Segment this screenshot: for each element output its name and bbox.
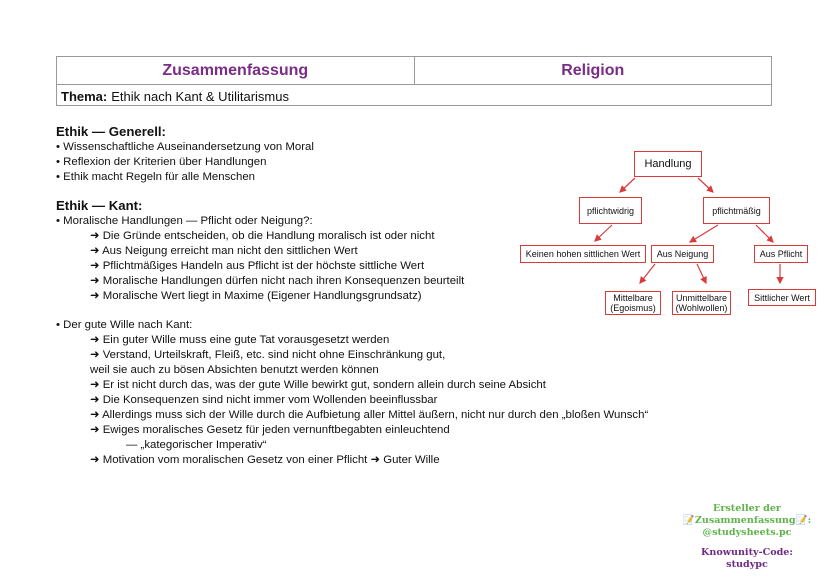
- topic-label: Thema:: [61, 88, 108, 104]
- list-item: — „kategorischer Imperativ“: [126, 439, 267, 451]
- arrow-handlung-pflichtwidrig: [620, 178, 635, 192]
- node-handlung: Handlung: [634, 151, 702, 177]
- node-mittelbare-label: Mittelbare: [613, 293, 653, 303]
- credit-line: Knowunity-Code:: [701, 547, 793, 558]
- list-item: ➜ Ein guter Wille muss eine gute Tat vorausgesetzt werden: [90, 334, 390, 346]
- node-unmittelbare-label: Unmittelbare: [675, 293, 728, 303]
- list-item: • Der gute Wille nach Kant:: [56, 319, 193, 331]
- subject-cell: Religion: [561, 61, 625, 79]
- list-item: weil sie auch zu bösen Absichten benutzt werden können: [90, 364, 379, 376]
- list-item: ➜ Moralische Handlungen dürfen nicht nach ihren Konsequenzen beurteilt: [90, 275, 465, 287]
- list-item: • Wissenschaftliche Auseinandersetzung von Moral: [56, 141, 314, 153]
- node-mittelbare-sub: (Egoismus): [610, 303, 656, 313]
- list-item: ➜ Allerdings muss sich der Wille durch die Aufbietung aller Mittel äußern, nicht nur durch den „bloßen Wunsch“: [90, 409, 649, 421]
- credit-code: studypc: [726, 559, 768, 570]
- list-item: • Reflexion der Kriterien über Handlungen: [56, 156, 267, 168]
- doc-type-cell: Zusammenfassung: [57, 57, 415, 84]
- node-unmittelbare: [672, 291, 731, 315]
- list-item: ➜ Motivation vom moralischen Gesetz von einer Pflicht ➜ Guter Wille: [90, 454, 440, 466]
- list-item: ➜ Pflichtmäßiges Handeln aus Pflicht ist der höchste sittliche Wert: [90, 260, 425, 272]
- arrow-neigung-mittelbare: [640, 264, 655, 283]
- arrow-handlung-pflichtmaessig: [698, 178, 713, 192]
- list-item: ➜ Verstand, Urteilskraft, Fleiß, etc. sind nicht ohne Einschränkung gut,: [90, 349, 446, 361]
- arrow-neigung-unmittelbare: [697, 264, 706, 283]
- node-pflichtwidrig: pflichtwidrig: [579, 197, 642, 224]
- node-unmittelbare-sub: (Wohlwollen): [675, 303, 728, 313]
- topic-value: Ethik nach Kant & Utilitarismus: [111, 88, 289, 104]
- credit-line: 📝Zusammenfassung📝:: [682, 515, 812, 526]
- list-item: ➜ Aus Neigung erreicht man nicht den sittlichen Wert: [90, 245, 358, 257]
- list-item: ➜ Moralische Wert liegt in Maxime (Eigener Handlungsgrundsatz): [90, 290, 422, 302]
- credit-block: [672, 503, 822, 571]
- arrow-pflichtwidrig-keinwert: [595, 225, 612, 241]
- node-sittlicher-wert: Sittlicher Wert: [748, 289, 816, 306]
- heading-kant: Ethik — Kant:: [56, 198, 143, 213]
- node-mittelbare: [605, 291, 661, 315]
- list-item: ➜ Er ist nicht durch das, was der gute Wille bewirkt gut, sondern allein durch seine Absicht: [90, 379, 546, 391]
- node-aus-neigung: Aus Neigung: [651, 245, 714, 263]
- arrow-pflichtmaessig-neigung: [690, 225, 718, 242]
- credit-line: Ersteller der: [713, 503, 781, 514]
- node-kein-wert: Keinen hohen sittlichen Wert: [520, 245, 646, 263]
- node-pflichtmaessig: pflichtmäßig: [703, 197, 770, 224]
- list-item: ➜ Ewiges moralisches Gesetz für jeden vernunftbegabten einleuchtend: [90, 424, 450, 436]
- heading-generell: Ethik — Generell:: [56, 124, 166, 139]
- node-aus-pflicht: Aus Pflicht: [754, 245, 808, 263]
- list-item: • Ethik macht Regeln für alle Menschen: [56, 171, 255, 183]
- list-item: ➜ Die Konsequenzen sind nicht immer vom Wollenden beeinflussbar: [90, 394, 438, 406]
- list-item: ➜ Die Gründe entscheiden, ob die Handlung moralisch ist oder nicht: [90, 230, 435, 242]
- arrow-pflichtmaessig-pflicht: [756, 225, 773, 242]
- credit-handle: @studysheets.pc: [702, 527, 792, 538]
- list-item: • Moralische Handlungen — Pflicht oder Neigung?:: [56, 215, 313, 227]
